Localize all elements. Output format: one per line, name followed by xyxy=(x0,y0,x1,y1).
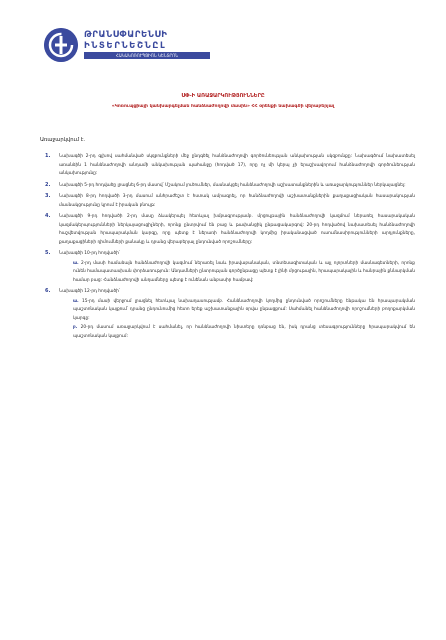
item-number: 5. xyxy=(45,250,51,256)
item-number: 6. xyxy=(45,288,51,294)
intro-text: Առաջարկվում է. xyxy=(40,137,86,143)
item-text: Նախագծի 9-րդ հոդվածի 2-րդ մասը ձևակերպել հետևյալ խմբագրությամբ. մրցույթային հանձնաժողովի կազմում ներառել հասարակական կազմակերպությունների ներկայացուցիչների, որոնք ընտրվում են բաց և թափանցիկ ընթացակարգով: 20-րդ հոդվածով նախատեսել հանձնաժողովի հաշվետվության հրապարակման կարգը, որը պետք է ներառի հանձնաժողովի կողմից իրականացված ուսումնասիրությունների արդյունքները, քաղաքացիների դիմումների քանակը և դրանց վերաբերյալ ընդունված որոշումները: xyxy=(59,214,415,245)
list-item xyxy=(45,250,415,285)
sub-item xyxy=(73,298,415,324)
list-item xyxy=(45,213,415,247)
item-number: 3. xyxy=(45,193,51,199)
list-item xyxy=(45,193,415,210)
logo-subtitle-bar: ՀԱԿԱԿՈՌՈՒՊՑԻՈՆ ԿԵՆՏՐՈՆ xyxy=(84,52,210,59)
document-title: ՍՓ-Ի ԱՌԱՋԱՐԿՈՒԹՅՈՒՆՆԵՐԸ xyxy=(181,93,265,99)
item-text: Նախագծի 8-րդ հոդվածի 3-րդ մասում անհրաժեշտ է հստակ ամրագրել, որ հանձնաժողովի աշխատանքներին քաղաքացիական հասարակության մասնակցությունը կրում է իրական բնույթ: xyxy=(59,194,415,208)
item-text: Նախագծի 5-րդ հոդվածը լրացնել 6-րդ մասով՝ Մշակում լուծումներ, մասնակցել հանձնաժողովի աշխատանքներին և առաջարկություններ ներկայացնել: xyxy=(59,182,406,188)
sub-item-label: ա. xyxy=(73,298,79,304)
document-subtitle: «Կոռուպցիայի կանխարգելման հանձնաժողովի մասին» ՀՀ օրենքի նախագծի վերաբերյալ xyxy=(111,104,335,109)
list-item xyxy=(45,182,415,191)
item-number: 2. xyxy=(45,181,51,188)
sub-item-text: 2-րդ մասի համաձայն հանձնաժողովի կազմում ներառել նաև իրավաբանական, տնտեսագիտական և այլ ոլորտների մասնագետների, որոնք ունեն համապատասխան փորձառություն: Անդամների ընտրության գործընթացը պետք է լինի մրցութային, հրապարակային և հանրային քննարկման համար բաց: Հանձնաժողովի անդամները պետք է ունենան անբասիր համբավ: xyxy=(73,260,415,283)
sub-item xyxy=(73,324,415,341)
proposal-list xyxy=(45,153,415,344)
logo-title-line1: ԹՐԱՆՍՓԱՐԵՆՍԻ xyxy=(84,30,168,40)
item-text: Նախագծի 12-րդ հոդվածի՝ xyxy=(59,289,120,294)
sub-item-text: 15-րդ մասի վերջում լրացնել հետևյալ նախադասությամբ. Հանձնաժողովի կողմից ընդունված որոշումները ենթակա են հրապարակման պաշտոնական կայքում՝ դրանց ընդունումից հետո երեք աշխատանքային օրվա ընթացքում: Սահմանել հանձնաժողովի որոշումների բողոքարկման կարգը: xyxy=(73,298,415,321)
item-text: Նախագծի 10-րդ հոդվածի՝ xyxy=(59,251,120,256)
list-item xyxy=(45,153,415,179)
item-number: 4. xyxy=(45,213,51,219)
sub-item-label: բ. xyxy=(73,325,78,330)
list-item xyxy=(45,288,415,341)
item-text: Նախագծի 2-րդ գլխով սահմանված սկզբունքների մեջ ընդգծել հանձնաժողովի գործունեության անկախության սկզբունքը: Նախագծում նախատեսել առանձին 1 հանձնաժողովի անդամի անկախության պահանջը (հոդված 17), որը ոչ մի կերպ չի երաշխավորում հանձնաժողովի գործունեության անկախությունը: xyxy=(59,154,415,176)
organization-logo xyxy=(44,28,210,62)
logo-emblem-icon xyxy=(44,28,78,62)
sub-item-label: ա. xyxy=(73,260,79,266)
sub-item xyxy=(73,260,415,286)
logo-title-line2: ԻՆՏԵՐՆԵՇՆԸԼ xyxy=(84,40,167,51)
sub-item-text: 20-րդ մասում առաջարկվում է սահմանել, որ հանձնաժողովի նիստերը դռնբաց են, իսկ դրանց տեսագրությունները հրապարակվում են պաշտոնական կայքում: xyxy=(73,325,415,339)
item-number: 1. xyxy=(45,153,51,159)
